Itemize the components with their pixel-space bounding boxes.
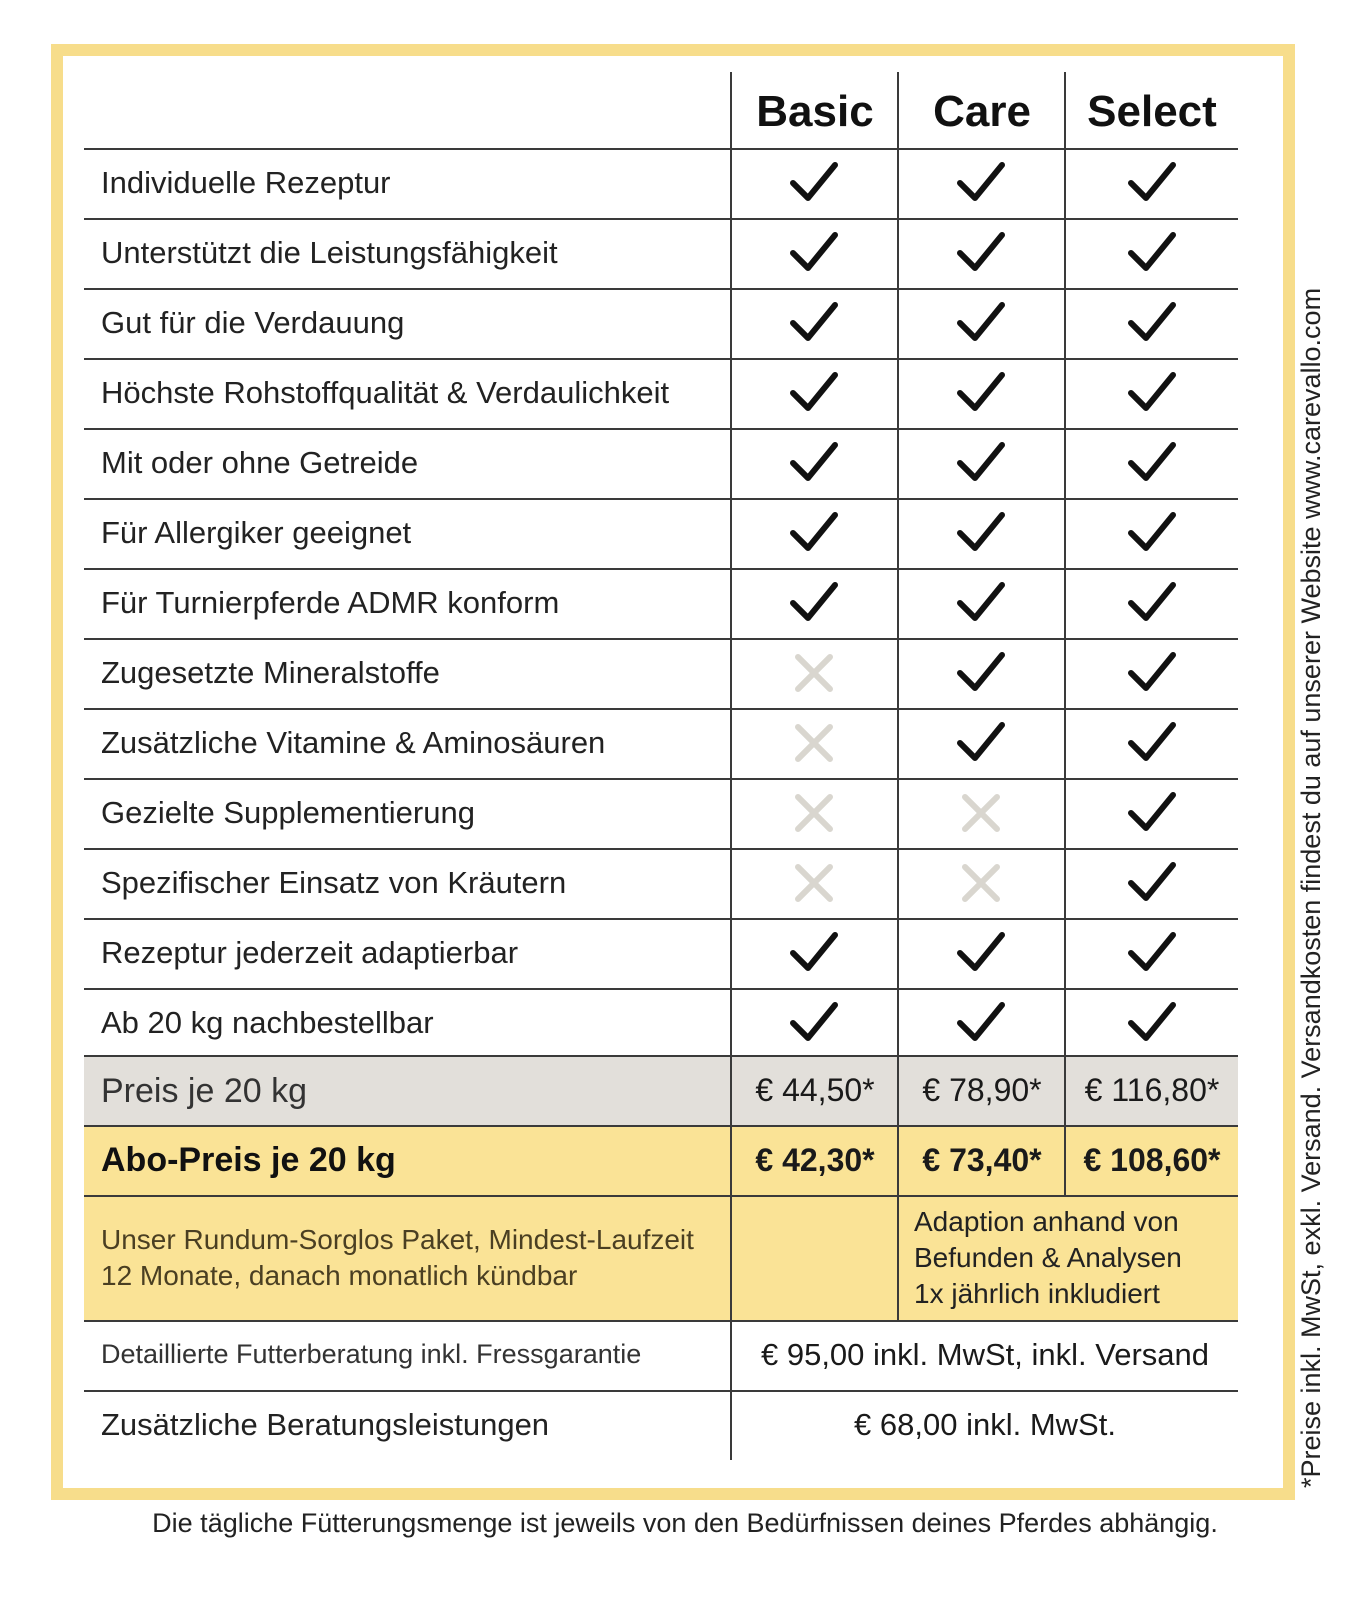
- cross-icon: [788, 647, 840, 699]
- check-icon: [955, 227, 1007, 279]
- cross-icon: [788, 717, 840, 769]
- check-icon: [788, 227, 840, 279]
- feature-label: Gezielte Supplementierung: [101, 795, 475, 830]
- consulting-label: Detaillierte Futterberatung inkl. Fressgarantie: [101, 1339, 642, 1369]
- feature-label: Höchste Rohstoffqualität & Verdaulichkeit: [101, 375, 670, 410]
- check-icon: [955, 367, 1007, 419]
- check-icon: [1126, 787, 1178, 839]
- plan-header-select: Select: [1087, 87, 1217, 136]
- price-basic: € 44,50*: [755, 1072, 875, 1108]
- adaption-note: [914, 1204, 1182, 1312]
- feature-label: Unterstützt die Leistungsfähigkeit: [101, 235, 558, 270]
- check-icon: [788, 927, 840, 979]
- column-divider: [730, 72, 732, 1460]
- feature-label: Zusätzliche Vitamine & Aminosäuren: [101, 725, 606, 760]
- abo-price-select: € 108,60*: [1083, 1142, 1221, 1178]
- check-icon: [788, 997, 840, 1049]
- check-icon: [1126, 717, 1178, 769]
- check-icon: [788, 297, 840, 349]
- check-icon: [955, 927, 1007, 979]
- cross-icon: [955, 857, 1007, 909]
- abo-price-basic: € 42,30*: [755, 1142, 875, 1178]
- check-icon: [1126, 507, 1178, 559]
- abo-note-line-1: Unser Rundum-Sorglos Paket, Mindest-Laufzeit: [101, 1224, 694, 1255]
- check-icon: [1126, 297, 1178, 349]
- check-icon: [788, 577, 840, 629]
- check-icon: [1126, 227, 1178, 279]
- check-icon: [955, 717, 1007, 769]
- price-care: € 78,90*: [922, 1072, 1042, 1108]
- feature-label: Für Allergiker geeignet: [101, 515, 412, 550]
- feature-label: Zugesetzte Mineralstoffe: [101, 655, 440, 690]
- check-icon: [788, 437, 840, 489]
- row-divider: [84, 1320, 1238, 1322]
- row-divider: [84, 1195, 1238, 1197]
- price-label: Preis je 20 kg: [101, 1072, 307, 1110]
- check-icon: [1126, 157, 1178, 209]
- feature-label: Für Turnierpferde ADMR konform: [101, 585, 560, 620]
- column-divider: [1064, 72, 1066, 1195]
- check-icon: [955, 647, 1007, 699]
- price-select: € 116,80*: [1084, 1072, 1220, 1108]
- check-icon: [955, 157, 1007, 209]
- extra-services-label: Zusätzliche Beratungsleistungen: [101, 1407, 550, 1442]
- cross-icon: [955, 787, 1007, 839]
- footer-note: Die tägliche Fütterungsmenge ist jeweils von den Bedürfnissen deines Pferdes abhängig.: [152, 1508, 1218, 1538]
- cross-icon: [788, 787, 840, 839]
- check-icon: [788, 367, 840, 419]
- feature-label: Rezeptur jederzeit adaptierbar: [101, 935, 519, 970]
- column-divider: [897, 1195, 899, 1320]
- column-divider: [897, 72, 899, 1195]
- side-note: *Preise inkl. MwSt, exkl. Versand. Versandkosten findest du auf unserer Website www.carevallo.com: [1296, 287, 1326, 1488]
- check-icon: [1126, 857, 1178, 909]
- extra-services-value: € 68,00 inkl. MwSt.: [854, 1407, 1116, 1442]
- feature-label: Individuelle Rezeptur: [101, 165, 391, 200]
- row-divider: [84, 1390, 1238, 1392]
- check-icon: [788, 507, 840, 559]
- feature-label: Ab 20 kg nachbestellbar: [101, 1005, 434, 1040]
- feature-label: Gut für die Verdauung: [101, 305, 405, 340]
- plan-header-care: Care: [933, 87, 1031, 136]
- check-icon: [1126, 577, 1178, 629]
- adaption-note-line-2: Befunden & Analysen: [914, 1242, 1182, 1273]
- check-icon: [1126, 647, 1178, 699]
- check-icon: [1126, 367, 1178, 419]
- check-icon: [1126, 927, 1178, 979]
- cross-icon: [788, 857, 840, 909]
- check-icon: [955, 437, 1007, 489]
- abo-note: [101, 1222, 694, 1294]
- check-icon: [1126, 997, 1178, 1049]
- check-icon: [788, 157, 840, 209]
- consulting-value: € 95,00 inkl. MwSt, inkl. Versand: [760, 1337, 1209, 1372]
- adaption-note-line-1: Adaption anhand von: [914, 1206, 1179, 1237]
- check-icon: [955, 577, 1007, 629]
- feature-label: Spezifischer Einsatz von Kräutern: [101, 865, 567, 900]
- check-icon: [955, 297, 1007, 349]
- plan-header-basic: Basic: [756, 87, 874, 136]
- check-icon: [955, 997, 1007, 1049]
- check-icon: [955, 507, 1007, 559]
- feature-label: Mit oder ohne Getreide: [101, 445, 419, 480]
- abo-note-line-2: 12 Monate, danach monatlich kündbar: [101, 1260, 578, 1291]
- adaption-note-line-3: 1x jährlich inkludiert: [914, 1278, 1160, 1309]
- abo-price-care: € 73,40*: [922, 1142, 1042, 1178]
- check-icon: [1126, 437, 1178, 489]
- abo-price-label: Abo-Preis je 20 kg: [101, 1141, 396, 1179]
